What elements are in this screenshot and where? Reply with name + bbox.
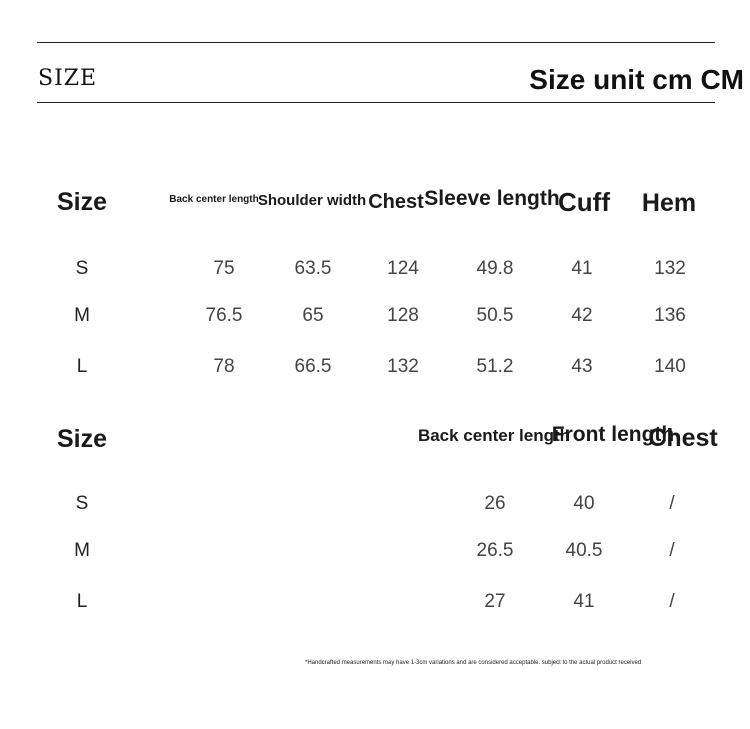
table-cell: 41 xyxy=(571,258,593,279)
table-cell: 140 xyxy=(654,356,686,377)
table-cell: 51.2 xyxy=(476,356,514,377)
header-front-length: Front length xyxy=(551,423,675,446)
size-header: Size xyxy=(56,425,108,453)
table-cell: 65 xyxy=(302,305,324,326)
row-size-m: M xyxy=(74,305,90,326)
size-header: Size xyxy=(56,188,108,216)
table-cell: 124 xyxy=(387,258,419,279)
table-cell: 43 xyxy=(571,356,593,377)
brand-logo: SIZE xyxy=(38,66,98,91)
table-cell: 42 xyxy=(571,305,593,326)
header-chest: Chest xyxy=(648,424,718,452)
table-cell: 128 xyxy=(387,305,419,326)
table-cell: 40.5 xyxy=(565,540,603,561)
table-cell: 132 xyxy=(387,356,419,377)
table-cell: / xyxy=(669,540,675,561)
table-cell: 50.5 xyxy=(476,305,514,326)
header-back-center-length: Back center length xyxy=(169,194,259,205)
table-cell: 41 xyxy=(573,591,595,612)
header-cuff: Cuff xyxy=(558,187,610,217)
row-size-s: S xyxy=(75,493,89,514)
bottom-divider xyxy=(37,102,715,103)
header-hem: Hem xyxy=(641,189,697,217)
header-chest: Chest xyxy=(368,191,424,213)
table-cell: 78 xyxy=(213,356,235,377)
table-cell: 49.8 xyxy=(476,258,514,279)
table-cell: 66.5 xyxy=(294,356,332,377)
size-unit-title: Size unit cm CM xyxy=(529,64,744,95)
measurement-footnote: *Handcrafted measurements may have 1-3cm variations and are considered acceptable. subject to the actual product received xyxy=(305,660,642,666)
table-cell: 132 xyxy=(654,258,686,279)
table-cell: 76.5 xyxy=(205,305,243,326)
table-cell: 27 xyxy=(484,591,506,612)
table-cell: 63.5 xyxy=(294,258,332,279)
table-cell: / xyxy=(669,493,675,514)
table-cell: 75 xyxy=(213,258,235,279)
table-cell: 26 xyxy=(484,493,506,514)
row-size-l: L xyxy=(76,591,88,612)
row-size-s: S xyxy=(75,258,89,279)
row-size-m: M xyxy=(74,540,90,561)
top-divider xyxy=(37,42,715,43)
header-back-center-length: Back center length xyxy=(417,426,571,445)
table-cell: / xyxy=(669,591,675,612)
table-cell: 40 xyxy=(573,493,595,514)
header-shoulder-width: Shoulder width xyxy=(257,192,367,209)
row-size-l: L xyxy=(76,356,88,377)
table-cell: 136 xyxy=(654,305,686,326)
header-sleeve-length: Sleeve length xyxy=(424,187,560,210)
table-cell: 26.5 xyxy=(476,540,514,561)
